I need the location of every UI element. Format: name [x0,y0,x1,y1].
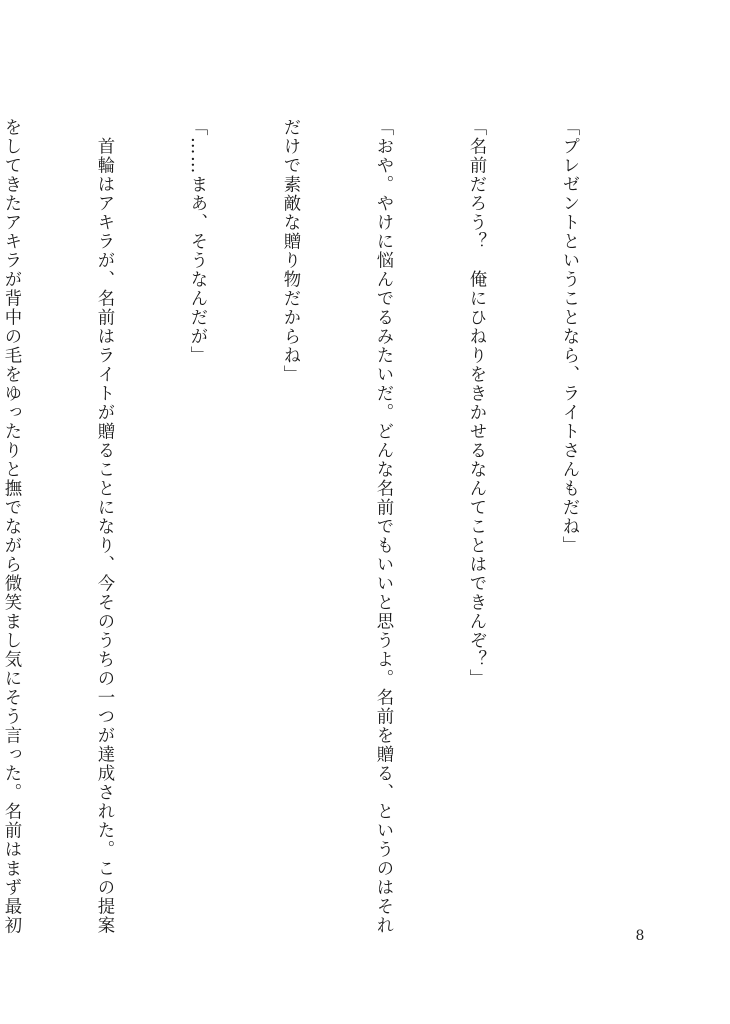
page-number: 8 [635,928,645,944]
text-line: だけで素敵な贈り物だからね」 [280,118,300,384]
text-line: 「名前だろう？ 俺にひねりをきかせるなんてことはできんぞ？」 [466,118,486,688]
text-line: 「プレゼントということなら、ライトさんもだね」 [559,118,579,555]
text-line: 首輪はアキラが、名前はライトが贈ることになり、今そのうちの一つが達成された。この提案 [94,118,114,935]
text-line: をしてきたアキラが背中の毛をゆったりと撫でながら微笑まし気にそう言った。名前はまず最初 [1,118,21,935]
vertical-text-body [0,118,646,935]
text-line: 「おや。やけに悩んでるみたいだ。どんな名前でもいいと思うよ。名前を贈る、というのはそれ [373,118,393,935]
text-line: 「……まあ、そうなんだが」 [187,118,207,365]
